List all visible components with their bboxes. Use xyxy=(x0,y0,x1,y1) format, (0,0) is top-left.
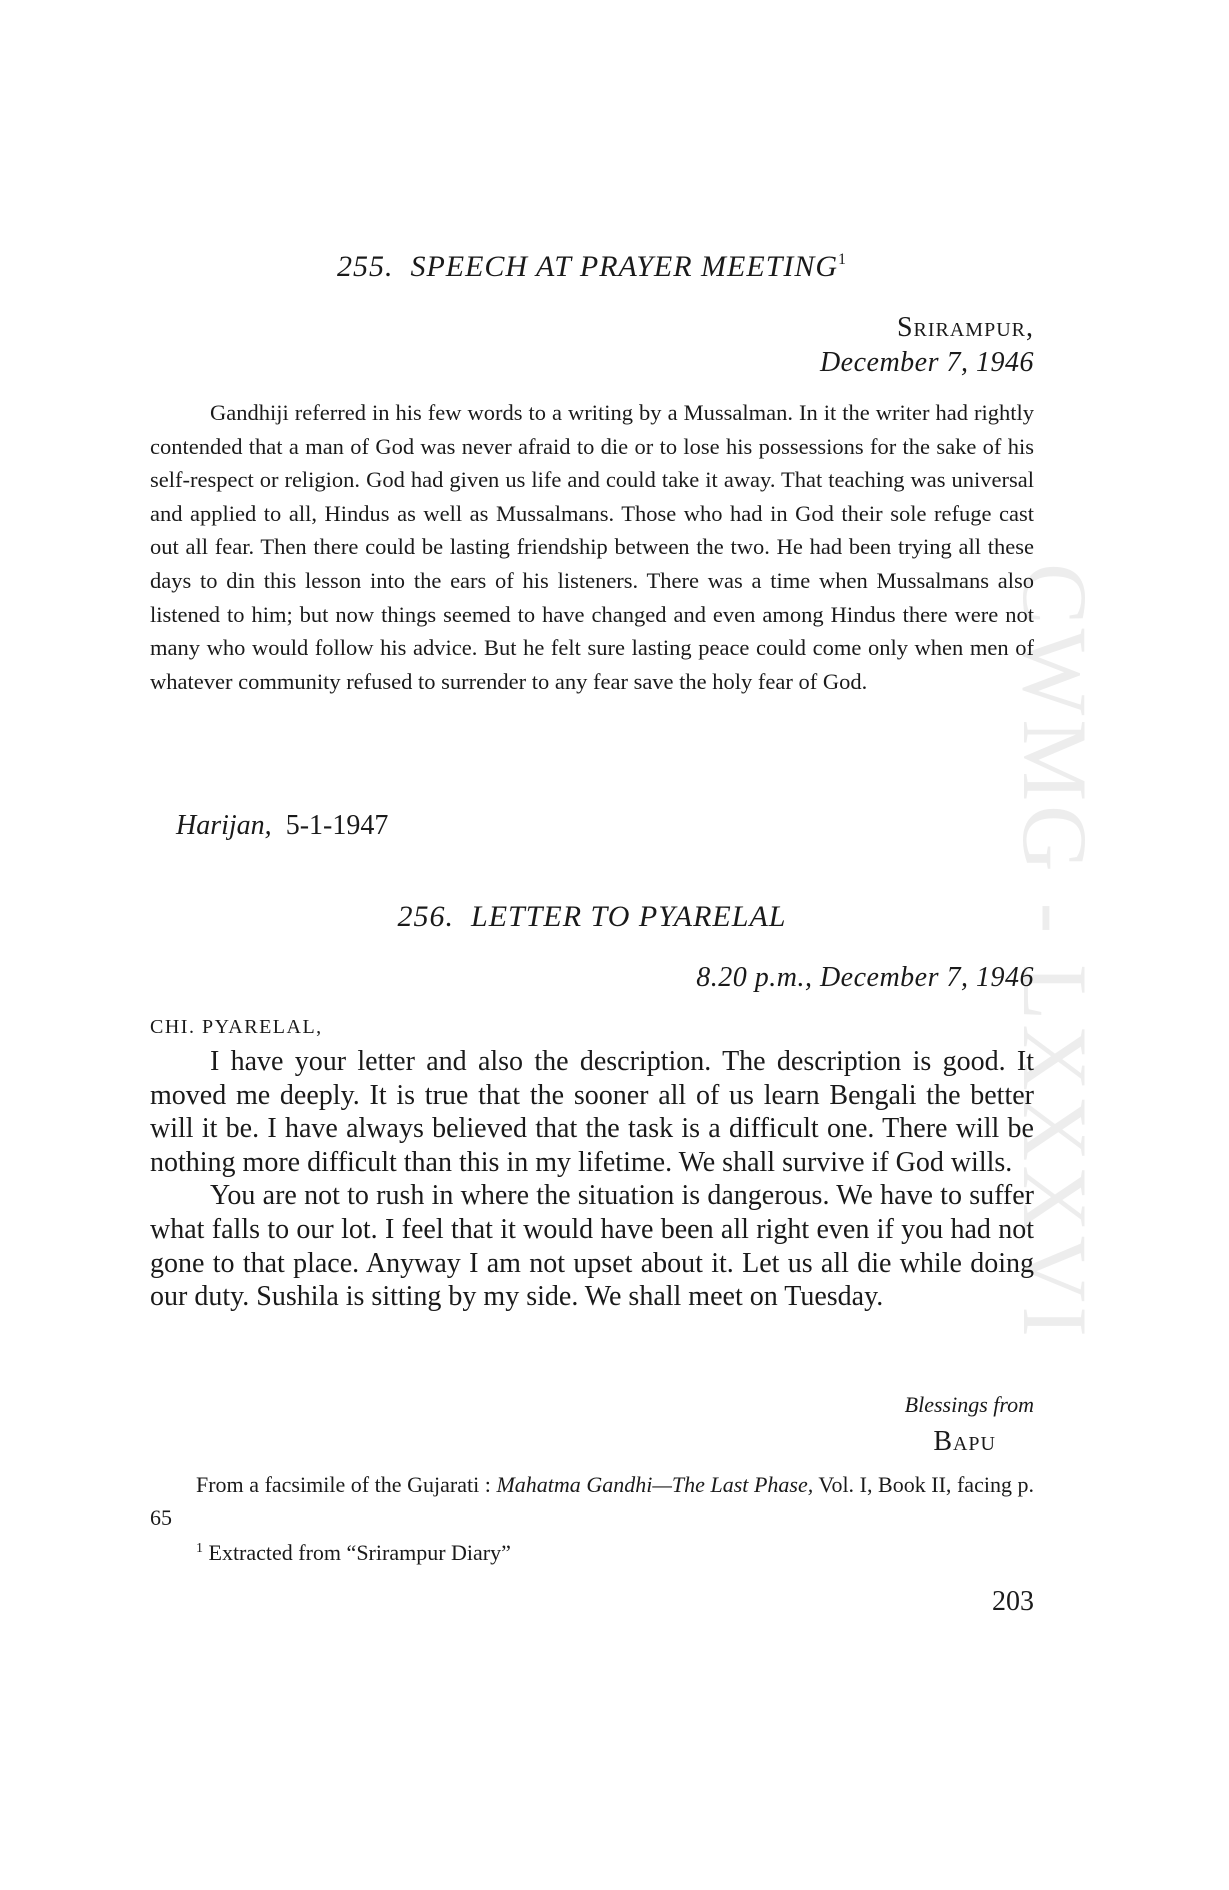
footnote-marker: 1 xyxy=(196,1541,203,1556)
section-heading: SPEECH AT PRAYER MEETING xyxy=(410,250,839,283)
letter-salutation: CHI. PYARELAL, xyxy=(150,1016,323,1038)
dateline-date: December 7, 1946 xyxy=(819,347,1034,378)
section-number: 256. xyxy=(397,900,455,933)
footnote xyxy=(196,1540,511,1566)
source-date: 5-1-1947 xyxy=(285,810,389,841)
source-citation xyxy=(176,810,388,842)
source-prefix: From a facsimile of the Gujarati : xyxy=(196,1472,491,1497)
source-book: Mahatma Gandhi—The Last Phase, xyxy=(496,1472,814,1497)
footnote-text: Extracted from “Srirampur Diary” xyxy=(208,1540,511,1565)
source-suffix: Vol. I, Book II, facing p. 65 xyxy=(150,1472,1035,1530)
watermark-text: CWMG - LXXXVI xyxy=(1004,563,1106,1341)
dateline-place: Srirampur, xyxy=(896,312,1034,343)
page-number: 203 xyxy=(992,1586,1034,1617)
section-number: 255. xyxy=(336,250,394,283)
section-title-255 xyxy=(150,250,1034,284)
letter-source xyxy=(150,1468,1034,1534)
letter-paragraph: I have your letter and also the description. The description is good. It moved me deeply. It is true that the sooner all of us learn Bengali the better will it be. I have always believed that the task is a difficult one. There will be nothing more difficult than this in my lifetime. We shall survive if God wills. xyxy=(150,1046,1034,1178)
letter-signature: Bapu xyxy=(933,1426,996,1457)
section-title-256 xyxy=(150,900,1034,934)
speech-paragraph: Gandhiji referred in his few words to a writing by a Mussalman. In it the writer had rightly contended that a man of God was never afraid to die or to lose his possessions for the sake of his self-respect or religion. God had given us life and could take it away. That teaching was universal and applied to all, Hindus as well as Mussalmans. Those who had in God their sole refuge cast out all fear. Then there could be lasting friendship between the two. He had been trying all these days to din this lesson into the ears of his listeners. There was a time when Mussalmans also listened to him; but now things seemed to have changed and even among Hindus there were not many who would follow his advice. But he felt sure lasting peace could come only when men of whatever community refused to surrender to any fear save the holy fear of God. xyxy=(150,400,1034,694)
letter-dateline: 8.20 p.m., December 7, 1946 xyxy=(696,962,1034,993)
letter-body xyxy=(150,1045,1034,1314)
letter-paragraph: You are not to rush in where the situation is dangerous. We have to suffer what falls to our lot. I feel that it would have been all right even if you had not gone to that place. Anyway I am not upset about it. Let us all die while doing our duty. Sushila is sitting by my side. We shall meet on Tuesday. xyxy=(150,1180,1034,1313)
section-heading: LETTER TO PYARELAL xyxy=(471,900,787,933)
letter-closing: Blessings from xyxy=(904,1392,1034,1417)
footnote-ref: 1 xyxy=(838,251,848,268)
source-publication: Harijan, xyxy=(176,810,272,841)
